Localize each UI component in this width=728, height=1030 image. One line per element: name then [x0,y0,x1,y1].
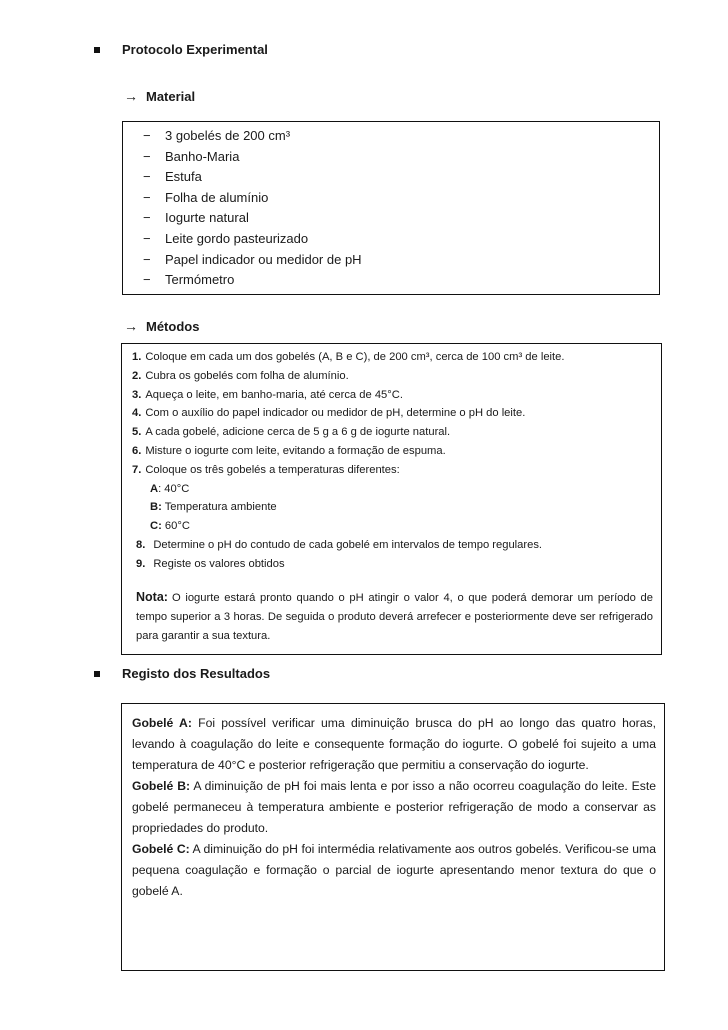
list-item: − 3 gobelés de 200 cm³ [143,126,659,147]
temperature-item: B: Temperatura ambiente [150,501,277,514]
temperature-item: A: 40°C [150,482,190,495]
method-step: 4. Com o auxílio do papel indicador ou medidor de pH, determine o pH do leite. [132,407,526,420]
method-step: 7. Coloque os três gobelés a temperaturas diferentes: [132,463,400,476]
methods-heading [124,318,199,334]
temperature-item: C: 60°C [150,520,190,533]
arrow-right-icon: → [124,318,138,334]
section-protocol-title: Protocolo Experimental [122,42,268,57]
methods-box [121,343,662,655]
note-text: O iogurte estará pronto quando o pH atingir o valor 4, o que poderá demorar um período de tempo superior a 3 horas. De seguida o produto deverá arrefecer e posteriormente deve ser refrigerado para garantir a sua textura. [136,591,653,642]
dash-icon: − [143,272,151,288]
result-entry: Gobelé A: Foi possível verificar uma diminuição brusca do pH ao longo das quatro horas, levando à coagulação do leite e consequente formação do iogurte. O gobelé foi sujeito a uma temperatura de 40°C e posterior refrigeração que permitiu a conservação do iogurte. [132,716,656,772]
list-item: − Folha de alumínio [143,188,659,209]
result-entry: Gobelé B: A diminuição de pH foi mais lenta e por isso a não ocorreu coagulação do leite. Este gobelé permaneceu à temperatura ambiente e posterior refrigeração de modo a conservar as propriedades do produto. [132,779,657,835]
list-item: − Estufa [143,167,659,188]
section-results-title: Registo dos Resultados [122,666,271,681]
list-item: − Iogurte natural [143,208,659,229]
method-step: 8. Determine o pH do contudo de cada gobelé em intervalos de tempo regulares. [136,538,543,551]
arrow-right-icon: → [124,88,138,104]
methods-steps-list [132,348,655,574]
dash-icon: − [143,189,151,205]
material-list-box [122,121,660,295]
result-entry: Gobelé C: A diminuição do pH foi intermédia relativamente aos outros gobelés. Verificou-se uma pequena coagulação e formação o parcial de iogurte apresentando menor textura do que o gobelé A. [132,842,656,898]
method-step: 5. A cada gobelé, adicione cerca de 5 g a 6 g de iogurte natural. [132,426,451,439]
material-title: Material [146,88,196,104]
method-step: 6. Misture o iogurte com leite, evitando a formação de espuma. [132,444,446,457]
list-item: − Leite gordo pasteurizado [143,229,659,250]
square-bullet-icon [94,47,100,53]
section-protocol-heading [94,42,268,57]
method-step: 3. Aqueça o leite, em banho-maria, até cerca de 45°C. [132,388,403,401]
methods-title: Métodos [146,318,200,334]
material-list [143,126,659,291]
dash-icon: − [143,128,151,143]
methods-note [132,588,655,646]
method-step: 9. Registe os valores obtidos [136,557,285,570]
list-item: − Termómetro [143,270,659,291]
results-box [121,703,665,971]
list-item: − Papel indicador ou medidor de pH [143,250,659,271]
list-item: − Banho-Maria [143,147,659,168]
dash-icon: − [143,210,151,226]
section-results-heading [94,666,270,681]
square-bullet-icon [94,671,100,677]
material-heading [124,88,195,104]
dash-icon: − [143,230,151,246]
dash-icon: − [143,169,151,185]
method-step: 2. Cubra os gobelés com folha de alumínio. [132,369,349,382]
note-label: Nota: [136,589,168,604]
dash-icon: − [143,148,151,164]
method-step: 1. Coloque em cada um dos gobelés (A, B e C), de 200 cm³, cerca de 100 cm³ de leite. [132,351,565,363]
dash-icon: − [143,251,151,267]
